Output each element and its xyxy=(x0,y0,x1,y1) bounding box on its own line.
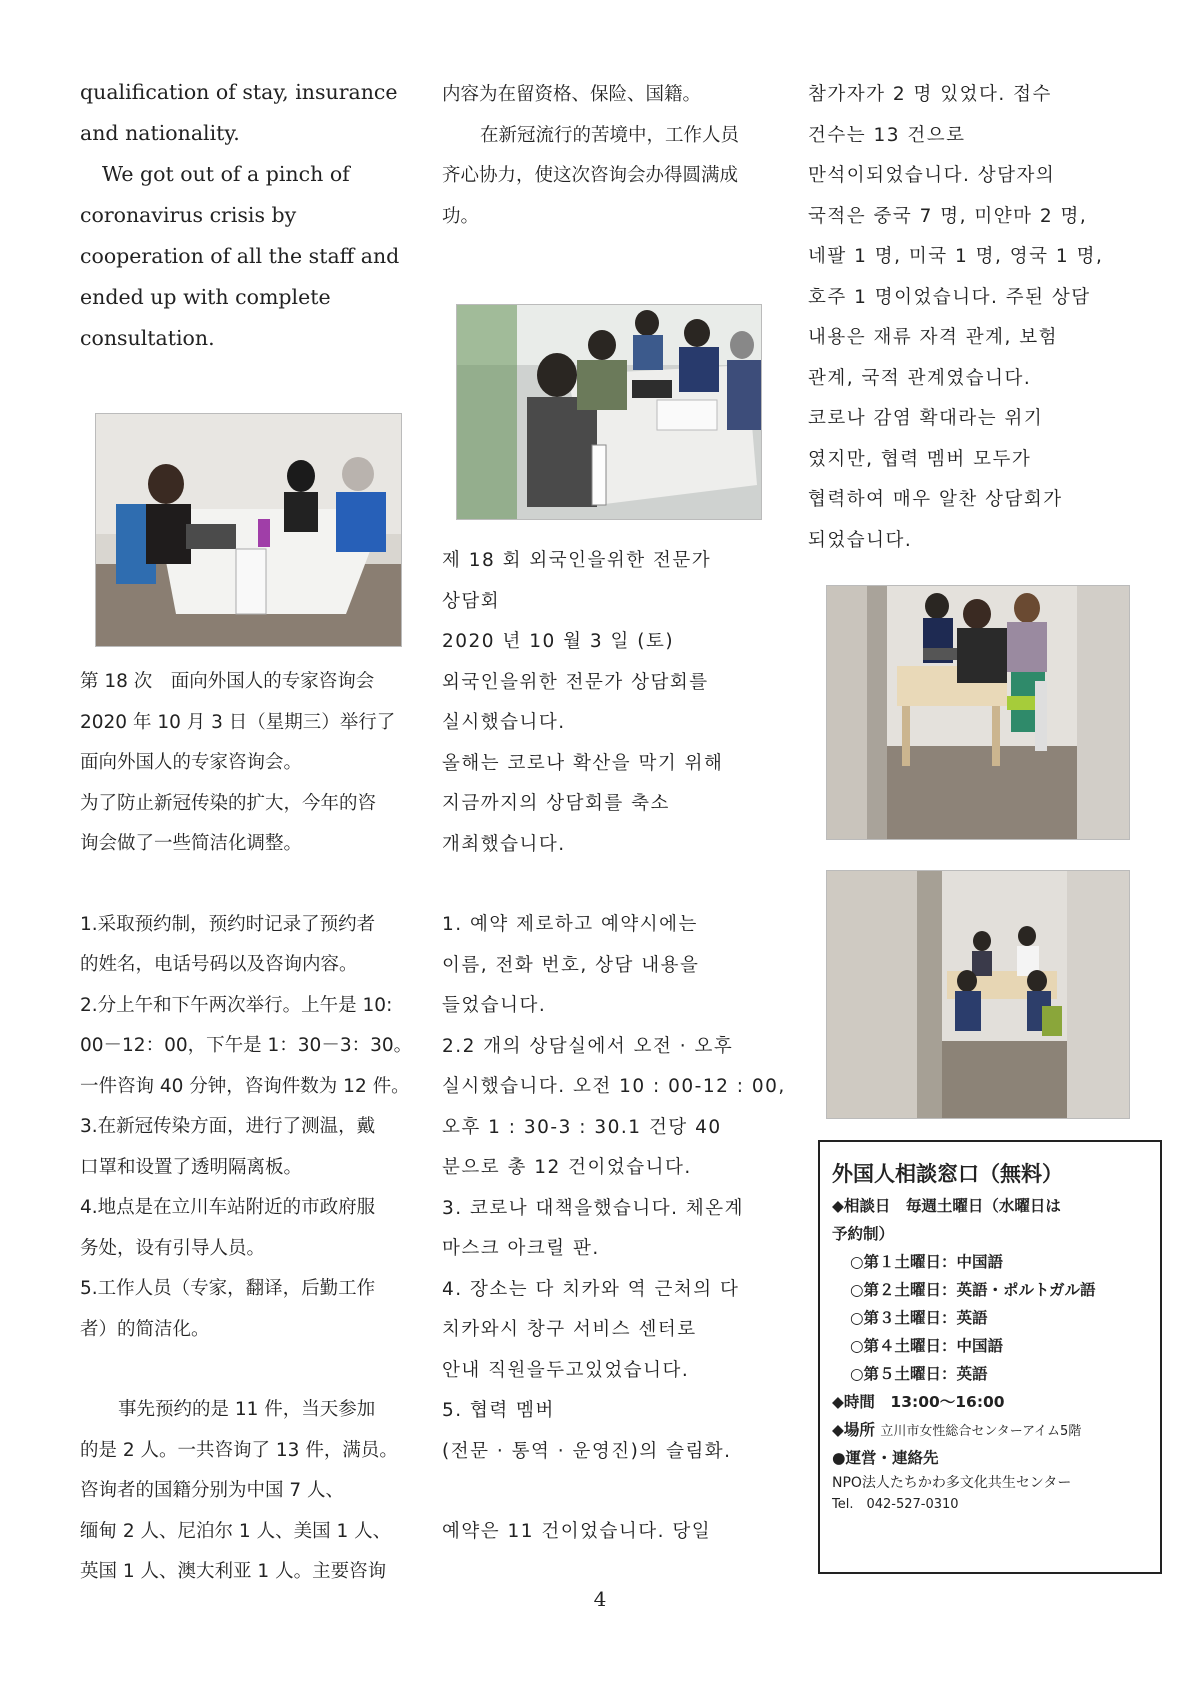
text-line: 咨询者的国籍分别为中国 7 人、 xyxy=(80,1480,345,1501)
text-line: cooperation of all the staff and xyxy=(80,244,400,268)
text-line: qualification of stay, insurance xyxy=(80,80,398,104)
schedule-day: ○第３土曜日：英語 xyxy=(850,1309,988,1327)
text-line: 面向外国人的专家咨询会。 xyxy=(80,752,303,773)
korean-continued xyxy=(808,75,1138,561)
photo-graphic xyxy=(827,871,1129,1118)
text-line: consultation. xyxy=(80,326,215,350)
text-line: 건수는 13 건으로 xyxy=(808,124,966,146)
text-line: 4.地点是在立川车站附近的市政府服 xyxy=(80,1197,376,1218)
korean-intro xyxy=(442,541,786,1553)
text-line: and nationality. xyxy=(80,121,240,145)
text-line: 예약은 11 건이었습니다. 당일 xyxy=(442,1521,712,1542)
photo-graphic xyxy=(457,305,761,519)
schedule-day: ○第２土曜日：英語・ポルトガル語 xyxy=(850,1281,1096,1299)
text-line: 缅甸 2 人、尼泊尔 1 人、美国 1 人、 xyxy=(80,1520,392,1542)
english-summary xyxy=(80,72,410,359)
text-line: 的是 2 人。一共咨询了 13 件，满员。 xyxy=(80,1439,398,1461)
text-line: 실시했습니다. 오전 10 : 00-12 : 00, xyxy=(442,1076,786,1097)
text-line: 功。 xyxy=(442,205,480,227)
text-line: coronavirus crisis by xyxy=(80,203,297,227)
text-line: 询会做了一些简洁化调整。 xyxy=(80,833,303,854)
text-line: 참가자가 2 명 있었다. 접수 xyxy=(808,84,1052,105)
schedule-day: ○第１土曜日：中国語 xyxy=(850,1253,1004,1271)
text-line: 오후 1 : 30-3 : 30.1 건당 40 xyxy=(442,1116,722,1138)
text-line: 1.采取预约制，预约时记录了预约者 xyxy=(80,913,376,935)
text-line: 네팔 1 명, 미국 1 명, 영국 1 명, xyxy=(808,246,1104,267)
info-box-title: 外国人相談窓口（無料） xyxy=(832,1162,1063,1186)
text-line: 개최했습니다. xyxy=(442,833,566,855)
text-line: 2.2 개의 상담실에서 오전 · 오후 xyxy=(442,1035,734,1057)
text-line: 제 18 회 외국인을위한 전문가 xyxy=(442,550,712,571)
text-line: 였지만, 협력 멤버 모두가 xyxy=(808,448,1032,470)
text-line: 올해는 코로나 확산을 막기 위해 xyxy=(442,752,724,774)
text-line: 상담회 xyxy=(442,590,501,612)
text-line: 치카와시 창구 서비스 센터로 xyxy=(442,1319,697,1340)
text-line: 국적은 중국 7 명, 미얀마 2 명, xyxy=(808,205,1088,227)
schedule-day: ○第５土曜日：英語 xyxy=(850,1365,988,1383)
text-line: 英国 1 人、澳大利亚 1 人。主要咨询 xyxy=(80,1561,387,1582)
place-label: ◆場所 xyxy=(832,1421,875,1439)
text-line: We got out of a pinch of xyxy=(102,162,350,186)
text-line: 마스크 아크릴 판. xyxy=(442,1238,600,1259)
text-line: 관계, 국적 관계였습니다. xyxy=(808,367,1032,389)
text-line: 3.在新冠传染方面，进行了测温，戴 xyxy=(80,1116,376,1137)
text-line: (전문 · 통역 · 운영진)의 슬림화. xyxy=(442,1440,732,1462)
schedule-label-cont: 予約制） xyxy=(832,1225,895,1243)
text-line: 호주 1 명이었습니다. 주된 상담 xyxy=(808,286,1091,308)
text-line: 2.分上午和下午两次举行。上午是 10: xyxy=(80,994,393,1016)
text-line: 분으로 총 12 건이었습니다. xyxy=(442,1157,692,1178)
text-line: 코로나 감염 확대라는 위기 xyxy=(808,408,1044,429)
photo-graphic xyxy=(96,414,401,646)
photo-consultation-table-center xyxy=(456,304,762,520)
text-line: 실시했습니다. xyxy=(442,712,566,733)
text-line: 内容为在留资格、保险、国籍。 xyxy=(442,84,702,105)
text-line: 者）的简洁化。 xyxy=(80,1318,210,1340)
text-line: 的姓名，电话号码以及咨询内容。 xyxy=(80,954,358,975)
place-value: 立川市女性総合センターアイム5階 xyxy=(880,1424,1082,1439)
text-line: 1. 예약 제로하고 예약시에는 xyxy=(442,914,698,935)
text-line: 口罩和设置了透明隔离板。 xyxy=(80,1156,303,1178)
photo-graphic xyxy=(827,586,1129,839)
text-line: 务处，设有引导人员。 xyxy=(80,1237,266,1259)
place-info xyxy=(832,1416,1148,1444)
text-line: 외국인을위한 전문가 상담회를 xyxy=(442,671,709,693)
consultation-info-box xyxy=(818,1140,1162,1574)
text-line: 만석이되었습니다. 상담자의 xyxy=(808,165,1056,186)
tel-value: Tel. 042-527-0310 xyxy=(832,1497,959,1512)
text-line: 00－12：00，下午是 1：30－3：30。 xyxy=(80,1035,413,1056)
chinese-intro xyxy=(80,662,413,1593)
photo-consultation-room-2 xyxy=(826,870,1130,1119)
operator-value: NPO法人たちかわ多文化共生センター xyxy=(832,1475,1072,1491)
text-line: 4. 장소는 다 치카와 역 근처의 다 xyxy=(442,1278,740,1300)
text-line: 협력하여 매우 알찬 상담회가 xyxy=(808,489,1063,510)
text-line: ended up with complete xyxy=(80,285,331,309)
operator-label: ●運営・連絡先 xyxy=(832,1449,939,1467)
text-line: 5.工作人员（专家，翻译，后勤工作 xyxy=(80,1278,376,1299)
text-line: 2020 년 10 월 3 일 (토) xyxy=(442,631,675,652)
text-line: 2020 年 10 月 3 日（星期三）举行了 xyxy=(80,711,396,733)
text-line: 되었습니다. xyxy=(808,529,913,551)
schedule-label: ◆相談日 毎週土曜日（水曜日は xyxy=(832,1197,1061,1215)
text-line: 5. 협력 멤버 xyxy=(442,1400,555,1421)
page-number: 4 xyxy=(593,1587,607,1611)
text-line: 在新冠流行的苦境中，工作人员 xyxy=(480,124,740,146)
text-line: 지금까지의 상담회를 축소 xyxy=(442,793,670,814)
chinese-continued xyxy=(442,75,772,237)
text-line: 안내 직원을두고있었습니다. xyxy=(442,1359,690,1381)
text-line: 事先预约的是 11 件，当天参加 xyxy=(118,1399,376,1420)
text-line: 내용은 재류 자격 관계, 보험 xyxy=(808,327,1058,348)
text-line: 들었습니다. xyxy=(442,995,547,1016)
text-line: 为了防止新冠传染的扩大，今年的咨 xyxy=(80,792,377,814)
text-line: 이름, 전화 번호, 상담 내용을 xyxy=(442,954,700,976)
text-line: 第 18 次 面向外国人的专家咨询会 xyxy=(80,671,375,692)
text-line: 一件咨询 40 分钟，咨询件数为 12 件。 xyxy=(80,1075,410,1097)
text-line: 3. 코로나 대책을했습니다. 체온계 xyxy=(442,1197,744,1219)
schedule-day: ○第４土曜日：中国語 xyxy=(850,1337,1004,1355)
photo-consultation-room-1 xyxy=(826,585,1130,840)
photo-consultation-table-left xyxy=(95,413,402,647)
text-line: 齐心协力，使这次咨询会办得圆满成 xyxy=(442,165,739,186)
time-info: ◆時間 13:00～16:00 xyxy=(832,1393,1005,1411)
